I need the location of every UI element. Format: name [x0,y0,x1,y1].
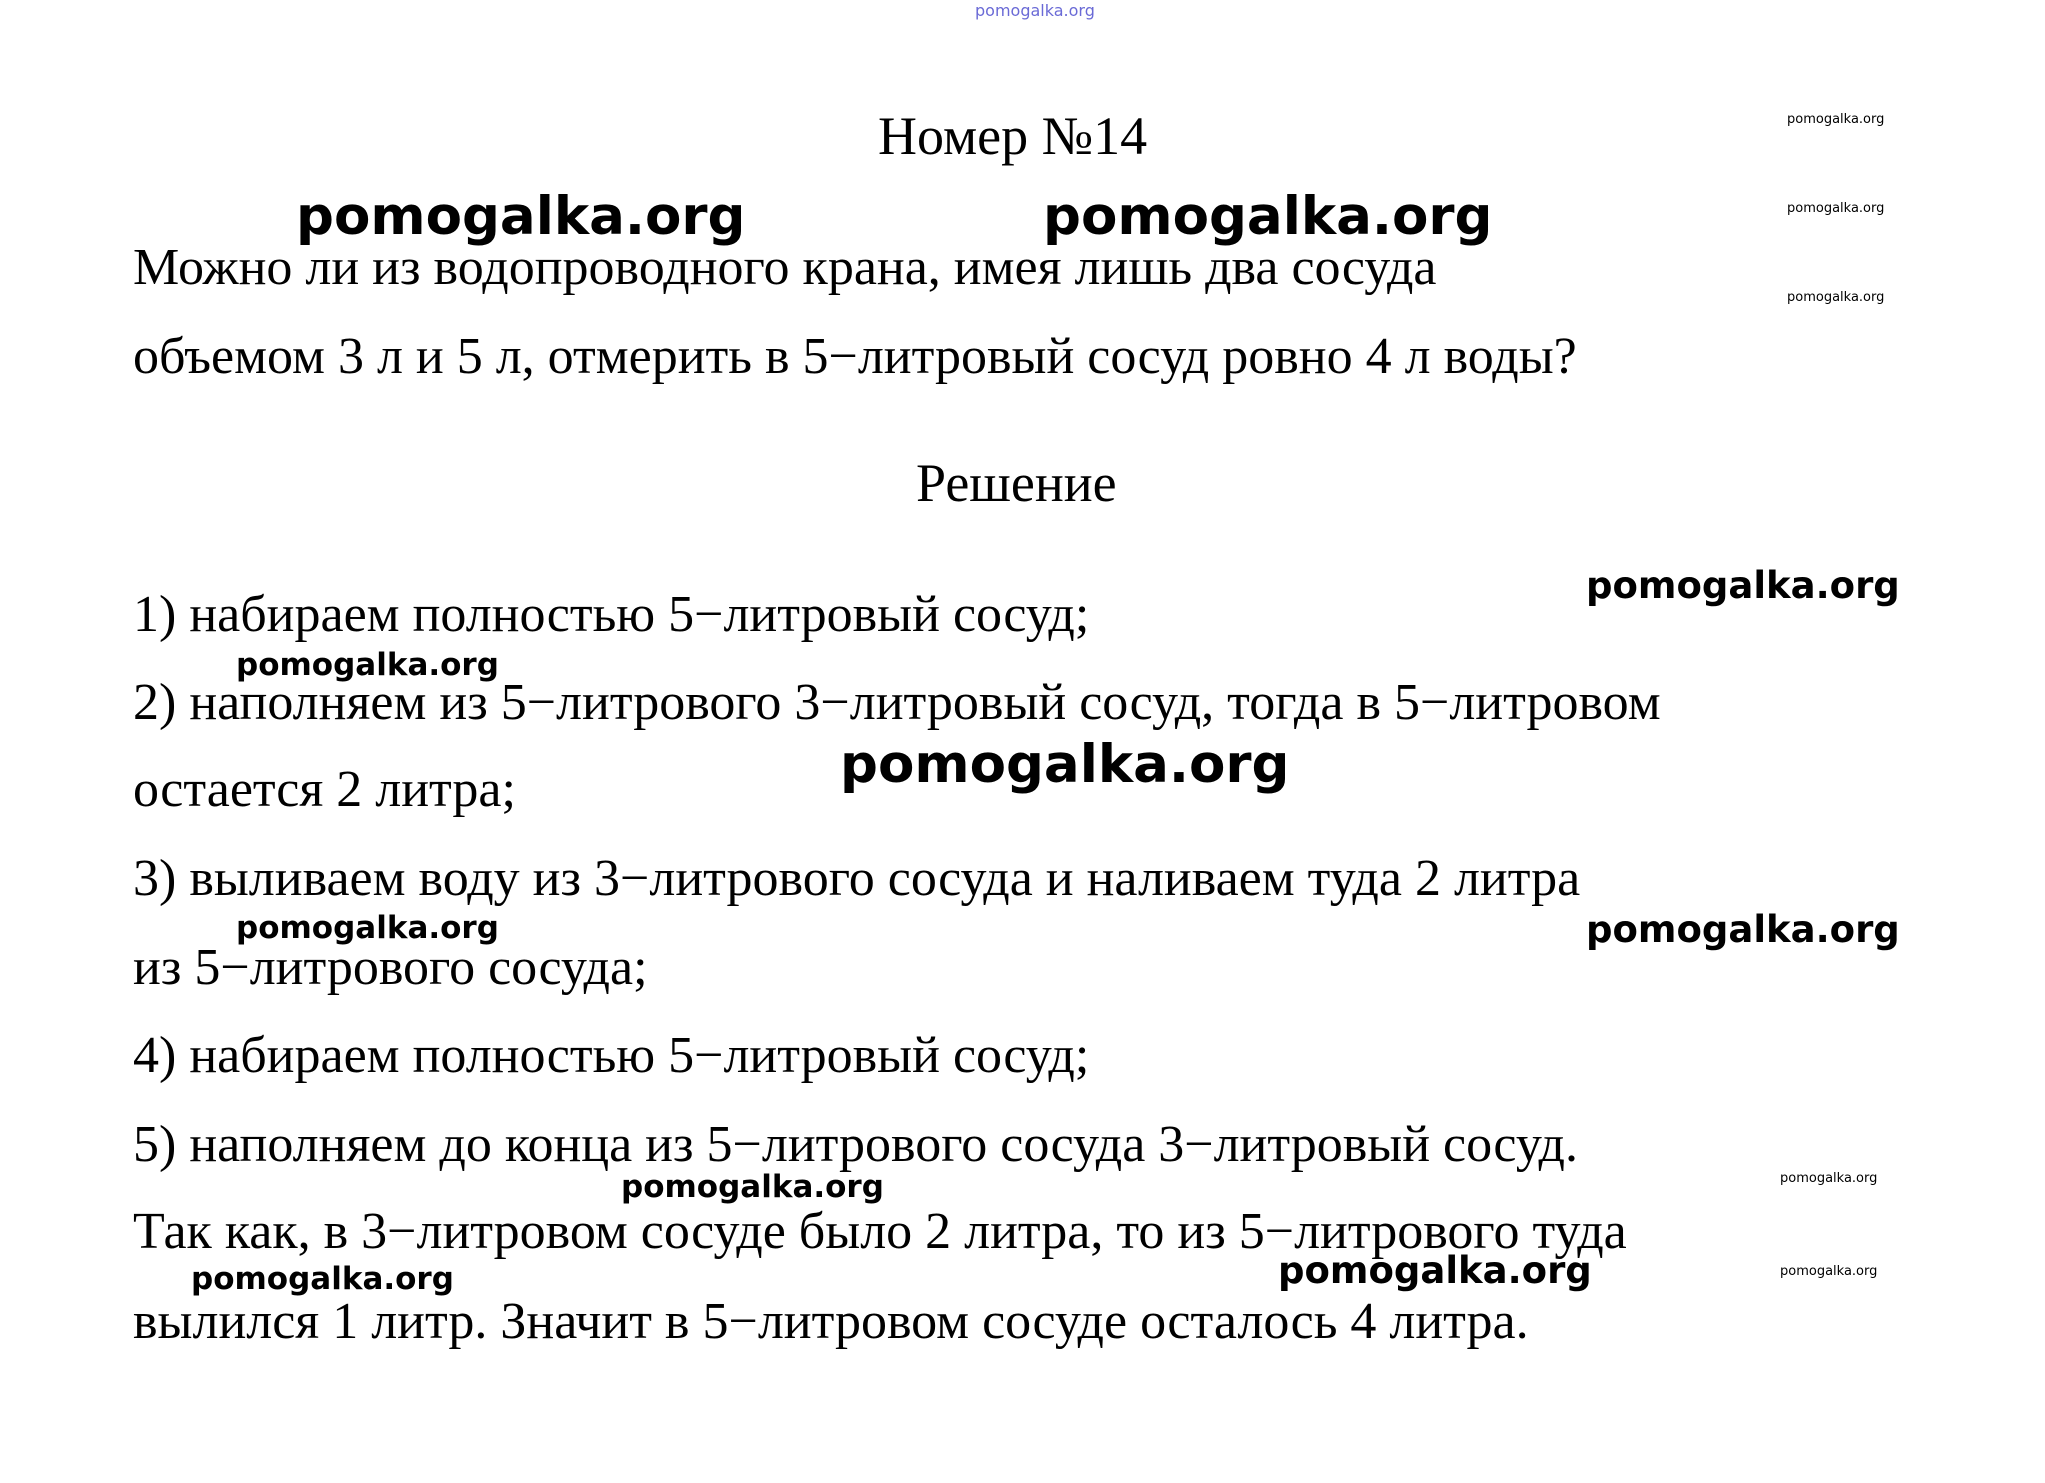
solution-line-6: 4) набираем полностью 5−литровый сосуд; [133,1027,1090,1084]
watermark-center-bottom: pomogalka.org [621,1169,884,1205]
page-title: Номер №14 [878,106,1148,166]
watermark-right-2: pomogalka.org [1787,201,1885,216]
problem-line-1: Можно ли из водопроводного крана, имея лишь два сосуда [133,239,1437,296]
watermark-large-left: pomogalka.org [296,186,746,247]
solution-line-9: вылился 1 литр. Значит в 5−литровом сосуде осталось 4 литра. [133,1293,1529,1350]
watermark-right-1: pomogalka.org [1787,112,1885,127]
solution-line-7: 5) наполняем до конца из 5−литрового сосуда 3−литровый сосуд. [133,1116,1579,1173]
solution-line-3: остается 2 литра; [133,761,516,818]
watermark-right-3: pomogalka.org [1787,290,1885,305]
watermark-right-5: pomogalka.org [1780,1264,1878,1279]
solution-line-4: 3) выливаем воду из 3−литрового сосуда и наливаем туда 2 литра [133,850,1581,907]
watermark-left-bottom: pomogalka.org [191,1261,454,1297]
solution-line-1: 1) набираем полностью 5−литровый сосуд; [133,586,1090,643]
solution-heading: Решение [916,453,1117,513]
watermark-left-step2: pomogalka.org [236,647,499,683]
watermark-right-bottom: pomogalka.org [1278,1249,1592,1292]
solution-line-8: Так как, в 3−литровом сосуде было 2 литра, то из 5−литрового туда [133,1203,1627,1260]
watermark-large-middle: pomogalka.org [840,734,1290,795]
watermark-left-step3: pomogalka.org [236,910,499,946]
watermark-right-4: pomogalka.org [1780,1171,1878,1186]
watermark-right-solution: pomogalka.org [1586,564,1900,607]
solution-line-2: 2) наполняем из 5−литрового 3−литровый сосуд, тогда в 5−литровом [133,674,1661,731]
problem-line-2: объемом 3 л и 5 л, отмерить в 5−литровый сосуд ровно 4 л воды? [133,328,1577,385]
solution-line-5: из 5−литрового сосуда; [133,939,648,996]
watermark-large-center: pomogalka.org [1043,186,1493,247]
watermark-right-step3: pomogalka.org [1586,908,1900,951]
header-watermark: pomogalka.org [975,1,1095,20]
